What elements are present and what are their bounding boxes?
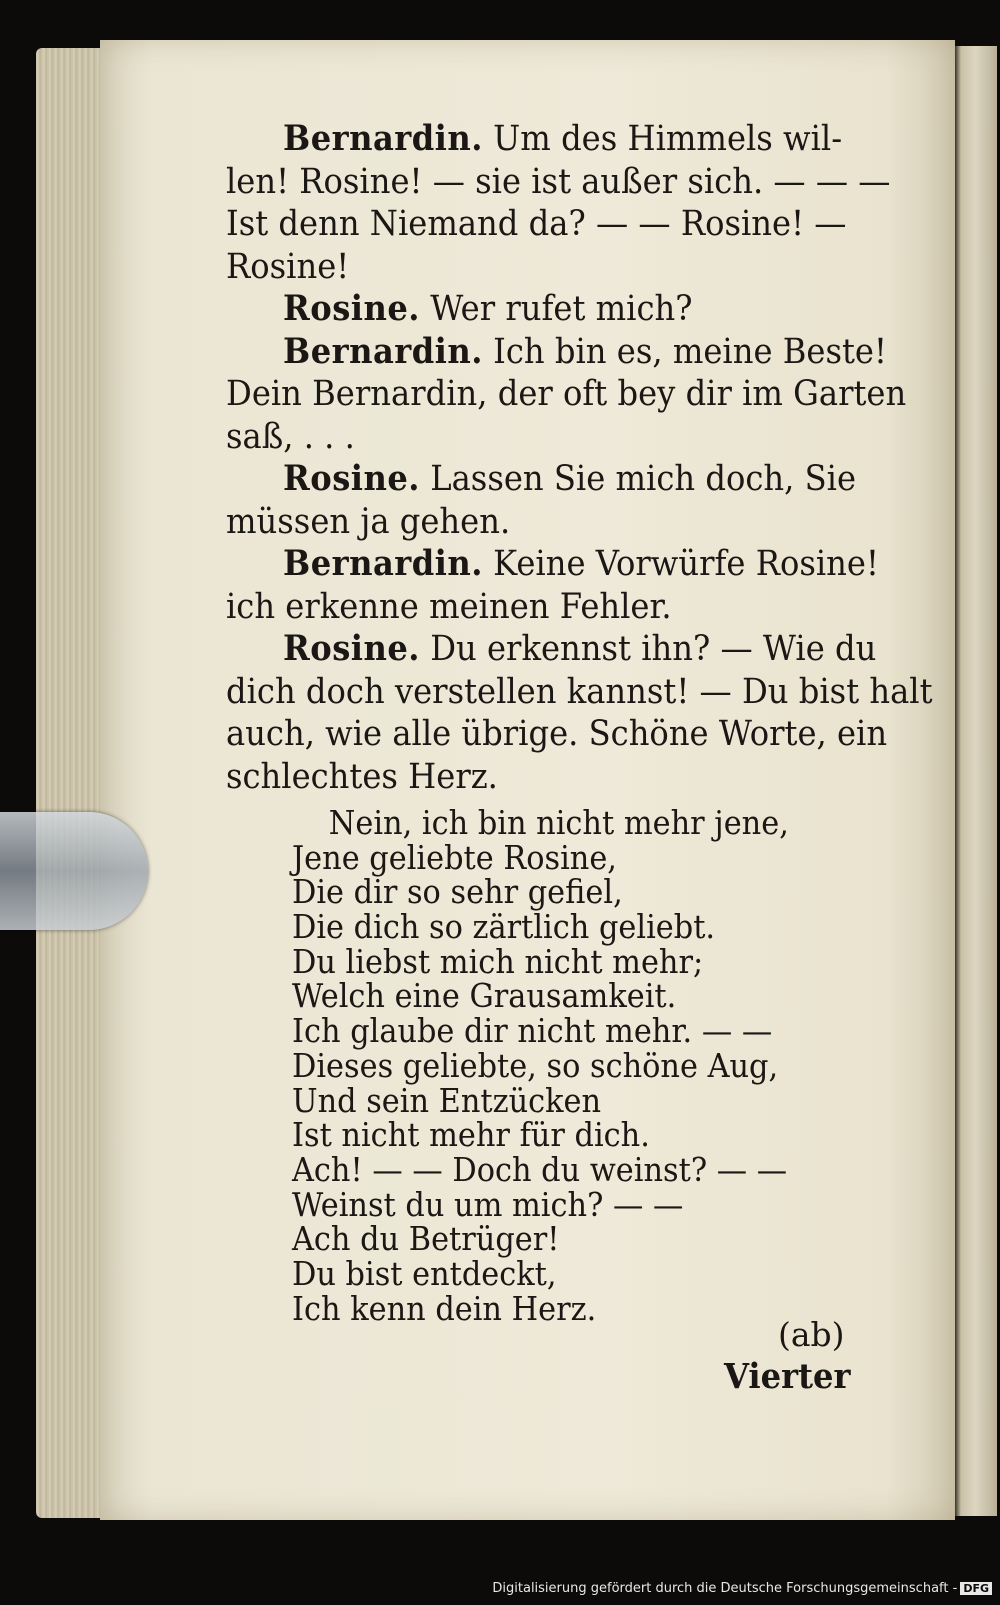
dialogue-line-text: Lassen Sie mich doch, Sie [419,459,857,499]
speaker-name: Bernardin. [283,330,483,372]
dialogue-line-text: Ich bin es, meine Beste! [482,331,887,372]
verse-line: Die dich so zärtlich geliebt. [292,907,716,947]
speaker-name: Rosine. [283,628,420,669]
verse-line: Du bist entdeckt, [292,1253,557,1293]
digitization-footer [488,1581,996,1603]
verse-line: Jene geliebte Rosine, [292,837,617,877]
dialogue-line [226,501,833,544]
dialogue-line-text: ich erkenne meinen Fehler. [226,586,672,627]
dialogue-line-text: Rosine! [226,246,350,287]
verse-line: Nein, ich bin nicht mehr jene, [328,803,789,842]
dialogue-line [226,416,833,459]
dialogue-line-text: Keine Vorwürfe Rosine! [482,544,879,584]
dialogue-line-text: müssen ja gehen. [226,501,511,542]
dialogue-line [226,671,933,714]
dfg-logo: DFG [960,1582,992,1595]
verse-line: Dieses geliebte, so schöne Aug, [292,1045,779,1085]
verse-line: Weinst du um mich? — — [292,1184,684,1224]
dialogue-line [226,628,877,671]
verse-line: Ich glaube dir nicht mehr. — — [292,1011,773,1051]
speaker-name: Rosine. [283,288,420,329]
verse-line: Ach du Betrüger! [292,1219,560,1259]
dialogue-line-text: Dein Bernardin, der oft bey dir im Garten [226,374,907,414]
dialogue-line-text: Wer rufet mich? [419,289,693,329]
dialogue-line [226,330,887,374]
dialogue-text [226,118,933,798]
speaker-name: Rosine. [283,458,420,499]
dialogue-line [226,543,879,586]
dialogue-line [226,756,833,799]
dialogue-line [226,288,833,331]
page-clip [0,812,148,930]
speaker-name: Bernardin. [283,543,483,584]
dialogue-line [226,118,843,161]
page-edges-right [955,46,997,1516]
speaker-name: Bernardin. [283,118,483,159]
dialogue-line [226,161,891,204]
verse-line: Ach! — — Doch du weinst? — — [292,1149,788,1189]
verse-aria [292,803,807,1328]
catchword: Vierter [724,1356,851,1397]
dialogue-line-text: Um des Himmels wil- [482,119,843,159]
verse-line: Welch eine Grausamkeit. [292,976,677,1016]
dialogue-line-text: schlechtes Herz. [226,756,498,797]
dialogue-line [226,713,888,756]
dialogue-line [226,373,907,416]
verse-line: Ist nicht mehr für dich. [292,1115,650,1155]
footer-text: Digitalisierung gefördert durch die Deutsche Forschungsgemeinschaft - [492,1581,958,1596]
dialogue-line-text: Du erkennst ihn? — Wie du [419,629,877,669]
dialogue-line [226,458,857,501]
dialogue-line-text: dich doch verstellen kannst! — Du bist halt [226,671,933,712]
page-edges-left [36,48,106,1518]
verse-line: Ich kenn dein Herz. [292,1288,597,1328]
stage-direction-exit: (ab) [778,1315,845,1354]
dialogue-line-text: len! Rosine! — sie ist außer sich. — — — [226,161,891,202]
dialogue-line-text: Ist denn Niemand da? — — Rosine! — [226,204,847,244]
dialogue-line [226,203,847,246]
verse-line: Du liebst mich nicht mehr; [292,941,704,981]
dialogue-line [226,586,833,629]
verse-line: Und sein Entzücken [292,1080,602,1120]
dialogue-line [226,246,833,289]
dialogue-line-text: saß, . . . [226,416,355,457]
dialogue-line-text: auch, wie alle übrige. Schöne Worte, ein [226,714,888,754]
verse-line: Die dir so sehr gefiel, [292,872,623,912]
